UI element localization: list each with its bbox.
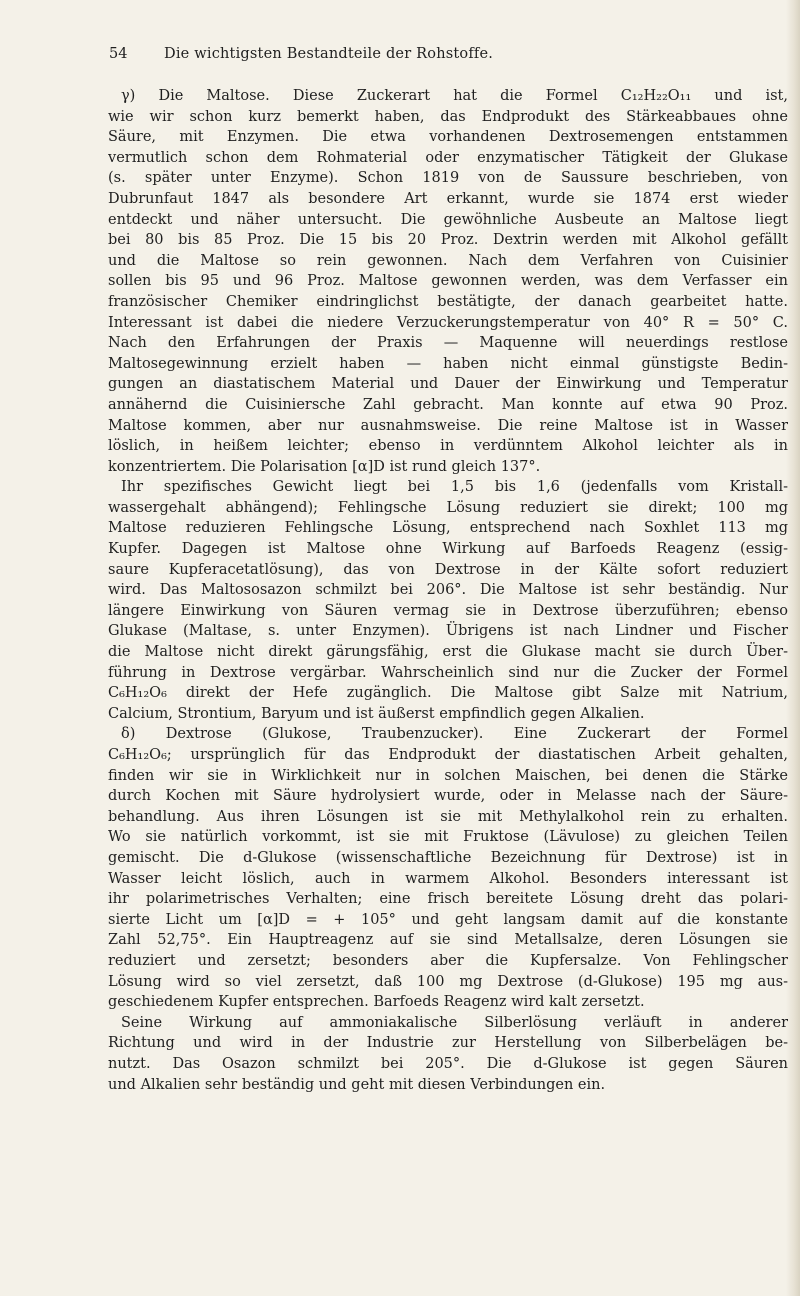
text-line: ihr polarimetrisches Verhalten; eine frisch bereitete Lösung dreht das polari- — [108, 891, 788, 908]
text-line: gungen an diastatischem Material und Dauer der Einwirkung und Temperatur — [108, 376, 788, 393]
page-header — [109, 46, 729, 70]
text-line: längere Einwirkung von Säuren vermag sie in Dextrose überzuführen; ebenso — [108, 602, 788, 619]
text-line: wird. Das Maltososazon schmilzt bei 206°. Die Maltose ist sehr beständig. Nur — [108, 582, 788, 599]
running-title: Die wichtigsten Bestandteile der Rohstoffe. — [164, 46, 494, 62]
text-line: annähernd die Cuisiniersche Zahl gebracht. Man konnte auf etwa 90 Proz. — [108, 396, 788, 413]
text-line: die Maltose nicht direkt gärungsfähig, erst die Glukase macht sie durch Über- — [108, 644, 788, 661]
text-line: finden wir sie in Wirklichkeit nur in solchen Maischen, bei denen die Stärke — [108, 767, 788, 784]
page-number: 54 — [109, 46, 128, 62]
text-line: reduziert und zersetzt; besonders aber die Kupfersalze. Von Fehlingscher — [108, 952, 788, 969]
text-line: Nach den Erfahrungen der Praxis — Maquenne will neuerdings restlose — [108, 335, 788, 352]
text-line: behandlung. Aus ihren Lösungen ist sie mit Methylalkohol rein zu erhalten. — [108, 808, 788, 825]
text-line: entdeckt und näher untersucht. Die gewöhnliche Ausbeute an Maltose liegt — [108, 211, 788, 228]
text-line: geschiedenem Kupfer entsprechen. Barfoeds Reagenz wird kalt zersetzt. — [108, 994, 645, 1011]
text-line: konzentriertem. Die Polarisation [α]D ist rund gleich 137°. — [108, 458, 541, 475]
text-line: Interessant ist dabei die niedere Verzuckerungstemperatur von 40° R = 50° C. — [108, 314, 788, 331]
text-line: französischer Chemiker eindringlichst bestätigte, der danach gearbeitet hatte. — [108, 293, 788, 310]
text-line: durch Kochen mit Säure hydrolysiert wurde, oder in Melasse nach der Säure- — [108, 788, 788, 805]
text-line: führung in Dextrose vergärbar. Wahrscheinlich sind nur die Zucker der Formel — [108, 664, 788, 681]
page-edge — [786, 0, 800, 1296]
text-line: γ) Die Maltose. Diese Zuckerart hat die Formel C₁₂H₂₂O₁₁ und ist, — [121, 88, 788, 104]
text-line: und die Maltose so rein gewonnen. Nach dem Verfahren von Cuisinier — [108, 252, 788, 269]
text-line: nutzt. Das Osazon schmilzt bei 205°. Die d-Glukose ist gegen Säuren — [108, 1055, 788, 1072]
text-line: bei 80 bis 85 Proz. Die 15 bis 20 Proz. Dextrin werden mit Alkohol gefällt — [108, 232, 788, 249]
text-line: und Alkalien sehr beständig und geht mit diesen Verbindungen ein. — [108, 1076, 606, 1093]
text-line: δ) Dextrose (Glukose, Traubenzucker). Eine Zuckerart der Formel — [121, 726, 788, 743]
text-line: Kupfer. Dagegen ist Maltose ohne Wirkung auf Barfoeds Reagenz (essig- — [108, 541, 788, 558]
text-line: löslich, in heißem leichter; ebenso in verdünntem Alkohol leichter als in — [108, 438, 788, 455]
text-line: (s. später unter Enzyme). Schon 1819 von de Saussure beschrieben, von — [108, 170, 788, 187]
body-text — [108, 86, 788, 1095]
text-line: wassergehalt abhängend); Fehlingsche Lösung reduziert sie direkt; 100 mg — [108, 499, 788, 516]
text-line: C₆H₁₂O₆; ursprünglich für das Endprodukt der diastatischen Arbeit gehalten, — [108, 747, 788, 763]
text-line: Wo sie natürlich vorkommt, ist sie mit Fruktose (Lävulose) zu gleichen Teilen — [108, 829, 788, 846]
text-line: vermutlich schon dem Rohmaterial oder enzymatischer Tätigkeit der Glukase — [108, 149, 788, 166]
text-line: Glukase (Maltase, s. unter Enzymen). Übrigens ist nach Lindner und Fischer — [108, 623, 788, 640]
text-line: Lösung wird so viel zersetzt, daß 100 mg Dextrose (d-Glukose) 195 mg aus- — [108, 973, 788, 990]
text-line: C₆H₁₂O₆ direkt der Hefe zugänglich. Die Maltose gibt Salze mit Natrium, — [108, 685, 788, 702]
text-line: Dubrunfaut 1847 als besondere Art erkannt, wurde sie 1874 erst wieder — [108, 190, 788, 207]
text-line: wie wir schon kurz bemerkt haben, das Endprodukt des Stärkeabbaues ohne — [108, 108, 788, 125]
text-line: Seine Wirkung auf ammoniakalische Silberlösung verläuft in anderer — [121, 1014, 788, 1031]
text-line: Wasser leicht löslich, auch in warmem Alkohol. Besonders interessant ist — [108, 870, 788, 887]
text-line: saure Kupferacetatlösung), das von Dextrose in der Kälte sofort reduziert — [108, 561, 788, 578]
text-line: Maltose kommen, aber nur ausnahmsweise. Die reine Maltose ist in Wasser — [108, 417, 788, 434]
text-line: Maltosegewinnung erzielt haben — haben nicht einmal günstigste Bedin- — [108, 355, 788, 372]
text-line: Ihr spezifisches Gewicht liegt bei 1,5 bis 1,6 (jedenfalls vom Kristall- — [121, 479, 788, 496]
text-line: Maltose reduzieren Fehlingsche Lösung, entsprechend nach Soxhlet 113 mg — [108, 520, 788, 537]
text-line: sollen bis 95 und 96 Proz. Maltose gewonnen werden, was dem Verfasser ein — [108, 273, 788, 290]
text-line: sierte Licht um [α]D = + 105° und geht langsam damit auf die konstante — [108, 911, 788, 928]
text-line: Richtung und wird in der Industrie zur Herstellung von Silberbelägen be- — [108, 1035, 788, 1052]
text-line: Calcium, Strontium, Baryum und ist äußerst empfindlich gegen Alkalien. — [108, 705, 645, 722]
text-line: gemischt. Die d-Glukose (wissenschaftliche Bezeichnung für Dextrose) ist in — [108, 849, 788, 866]
text-line: Säure, mit Enzymen. Die etwa vorhandenen Dextrosemengen entstammen — [108, 129, 788, 146]
text-line: Zahl 52,75°. Ein Hauptreagenz auf sie sind Metallsalze, deren Lösungen sie — [108, 932, 788, 949]
